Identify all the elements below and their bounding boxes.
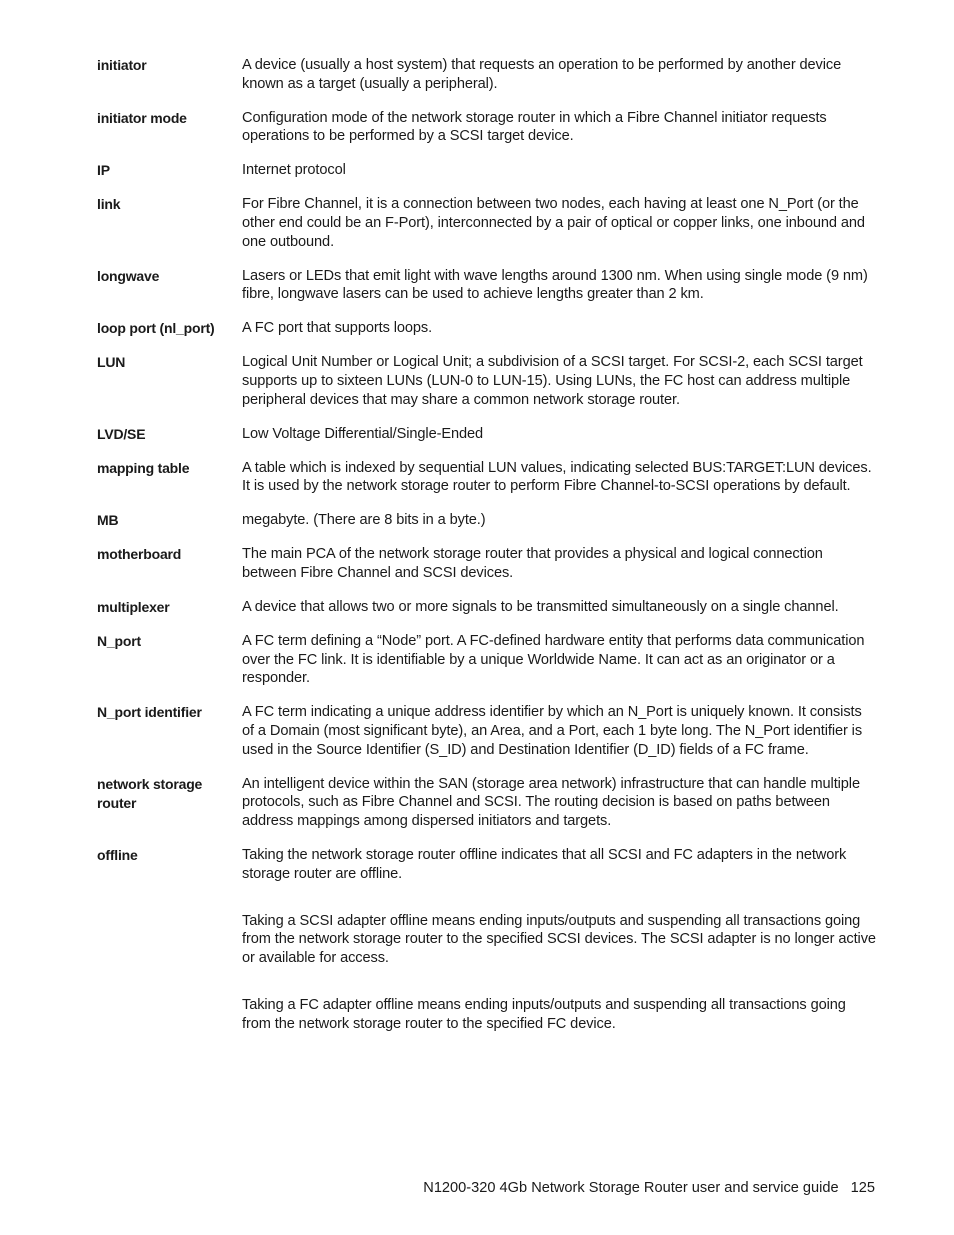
glossary-definition [242, 846, 877, 1034]
definition-paragraph: Taking a SCSI adapter offline means ending inputs/outputs and suspending all transactions going from the network storage router to the specified SCSI devices. The SCSI adapter is no longer active or available for access. [242, 912, 876, 967]
glossary-entry [97, 459, 877, 497]
glossary-entry [97, 775, 877, 831]
glossary-term: motherboard [97, 546, 182, 563]
glossary-definition [242, 459, 877, 497]
glossary-term: initiator [97, 57, 147, 73]
page-number: 125 [850, 1180, 875, 1196]
glossary-term: N_port identifier [97, 704, 202, 721]
glossary-definition [242, 353, 877, 409]
definition-paragraph: A table which is indexed by sequential LUN values, indicating selected BUS:TARGET:LUN devices. It is used by the network storage router to perform Fibre Channel-to-SCSI operations by default. [242, 459, 872, 495]
glossary-term: LVD/SE [97, 425, 146, 442]
definition-paragraph: For Fibre Channel, it is a connection between two nodes, each having at least one N_Port (or the other end could be an F-Port), interconnected by a pair of optical or copper links, one inbound and one outbound. [242, 196, 865, 250]
definition-paragraph: megabyte. (There are 8 bits in a byte.) [242, 512, 486, 529]
glossary-term: LUN [97, 354, 126, 371]
definition-paragraph: Configuration mode of the network storage router in which a Fibre Channel initiator requests operations to be performed by a SCSI target device. [242, 109, 827, 145]
glossary-term: offline [97, 846, 138, 863]
glossary-entry [97, 353, 877, 409]
definition-paragraph: Lasers or LEDs that emit light with wave lengths around 1300 nm. When using single mode (9 nm) fibre, longwave lasers can be used to achieve lengths greater than 2 km. [242, 267, 868, 303]
glossary-entry [97, 267, 877, 305]
glossary-entry [97, 846, 877, 1034]
glossary-term: MB [97, 512, 119, 529]
definition-paragraph: An intelligent device within the SAN (storage area network) infrastructure that can handle multiple protocols, such as Fibre Channel and SCSI. The routing decision is based on paths between address mappings among dispersed initiators and targets. [242, 775, 860, 830]
glossary-definition [242, 545, 877, 583]
glossary-definition [242, 425, 877, 444]
glossary-definition [242, 56, 877, 94]
definition-paragraph: Logical Unit Number or Logical Unit; a subdivision of a SCSI target. For SCSI-2, each SCSI target supports up to sixteen LUNs (LUN-0 to LUN-15). Using LUNs, the FC host can address multiple peripheral devices that may share a common network storage router. [242, 354, 863, 408]
glossary-list [97, 56, 877, 1049]
glossary-definition [242, 775, 877, 831]
glossary-entry [97, 703, 877, 759]
glossary-term: link [97, 196, 121, 213]
glossary-definition [242, 109, 877, 147]
glossary-entry [97, 109, 877, 147]
definition-paragraph: Internet protocol [242, 162, 346, 179]
glossary-entry [97, 319, 877, 338]
definition-paragraph: A device that allows two or more signals to be transmitted simultaneously on a single channel. [242, 598, 839, 615]
glossary-definition [242, 267, 877, 305]
glossary-term: initiator mode [97, 109, 187, 126]
definition-paragraph: Taking the network storage router offline indicates that all SCSI and FC adapters in the network storage router are offline. [242, 846, 847, 882]
glossary-term: N_port [97, 632, 141, 649]
glossary-entry [97, 511, 877, 530]
glossary-entry [97, 161, 877, 180]
definition-paragraph: The main PCA of the network storage router that provides a physical and logical connection between Fibre Channel and SCSI devices. [242, 546, 823, 581]
glossary-term: mapping table [97, 459, 190, 476]
glossary-term: multiplexer [97, 598, 170, 615]
glossary-term: longwave [97, 267, 160, 284]
definition-paragraph: A FC port that supports loops. [242, 320, 433, 337]
glossary-entry [97, 425, 877, 444]
definition-paragraph: A device (usually a host system) that requests an operation to be performed by another device known as a target (usually a peripheral). [242, 57, 842, 92]
glossary-definition [242, 632, 877, 688]
glossary-definition [242, 598, 877, 617]
glossary-definition [242, 319, 877, 338]
definition-paragraph: A FC term defining a “Node” port. A FC-defined hardware entity that performs data communication over the FC link. It is identifiable by a unique Worldwide Name. It can act as an originator or a responder. [242, 632, 865, 687]
glossary-definition [242, 511, 877, 530]
glossary-entry [97, 545, 877, 583]
glossary-entry [97, 56, 877, 94]
footer-title: N1200-320 4Gb Network Storage Router user and service guide [423, 1180, 839, 1196]
definition-paragraph: Low Voltage Differential/Single-Ended [242, 425, 484, 442]
glossary-entry [97, 195, 877, 251]
glossary-term: loop port (nl_port) [97, 320, 215, 337]
glossary-term: IP [97, 162, 110, 179]
page-footer [423, 1179, 875, 1198]
glossary-definition [242, 195, 877, 251]
glossary-term: network storage router [97, 775, 203, 811]
definition-paragraph: A FC term indicating a unique address identifier by which an N_Port is uniquely known. It consists of a Domain (most significant byte), an Area, and a Port, each 1 byte long. The N_Port identifier is used in the Source Identifier (S_ID) and Destination Identifier (D_ID) fields of a FC frame. [242, 704, 863, 758]
glossary-entry [97, 598, 877, 617]
glossary-definition [242, 703, 877, 759]
glossary-entry [97, 632, 877, 688]
definition-paragraph: Taking a FC adapter offline means ending inputs/outputs and suspending all transactions going from the network storage router to the specified FC device. [242, 996, 846, 1032]
glossary-definition [242, 161, 877, 180]
